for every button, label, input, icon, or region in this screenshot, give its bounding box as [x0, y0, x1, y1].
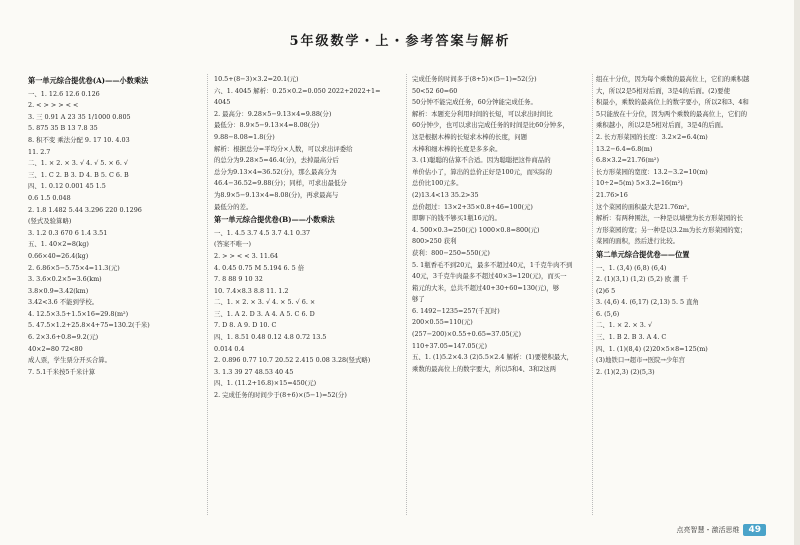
answer-line: 解析：本题充分利用时间的长短，可以求出时间比	[412, 109, 553, 118]
answer-line: 这是根据木棒的长短求木棒的长度，问题	[412, 132, 528, 141]
answer-line: 最低分：8.9×5−9.13×4=8.08(分)	[214, 121, 320, 130]
answer-line: 4. 0.45 0.75 M 5.194 6. 5 倍	[214, 263, 305, 272]
answer-line: 三、1. C 2. B 3. D 4. B 5. C 6. B	[28, 170, 129, 179]
page-number: 49	[743, 524, 766, 536]
answer-line: 46.4−36.52=9.88(分)；同样，可求出最低分	[214, 179, 347, 188]
answer-line: 3.8×0.9=3.42(km)	[28, 286, 89, 295]
answer-line: 单价估小了，算出的总价正好是100元，而实际的	[412, 167, 553, 176]
answer-line: 4. 12.5×3.5+1.5×16=29.8(m²)	[28, 309, 129, 318]
answer-line: 3. 1.2 0.3 670 6 1.4 3.51	[28, 228, 108, 237]
page-spine-shadow	[794, 0, 800, 545]
answer-line: 解析：有两种围法，一种是以墙壁为长方形菜园的长	[596, 214, 743, 223]
answer-line: 200×0.55=110(元)	[412, 318, 473, 327]
answer-line: 6.8×3.2=21.76(m²)	[596, 156, 659, 165]
answer-line: 5. 47.5×1.2+25.8×4+75=130.2(千米)	[28, 321, 150, 330]
answer-line: 一、1. 12.6 12.6 0.126	[28, 89, 100, 98]
page-title: 5年级数学・上・参考答案与解析	[289, 34, 511, 49]
answer-line: 2. > > < < 3. 11.64	[214, 251, 279, 260]
answer-line: 0.66×40=26.4(kg)	[28, 251, 89, 260]
answer-line: 7. D 8. A 9. D 10. C	[214, 321, 277, 330]
answer-line: 组在十分位，因为每个乘数的最高位上，它们的乘积越	[596, 75, 750, 83]
column-2	[214, 74, 404, 402]
column-divider	[592, 74, 593, 515]
answer-line: 11. 2.7	[28, 147, 51, 156]
answer-line: 2. 最高分：9.28×5−9.13×4=9.88(分)	[214, 109, 332, 118]
answer-line: 3. 3.6×0.2×5=3.6(km)	[28, 275, 102, 284]
answer-line: 成人票，学生票分开买合算。	[28, 356, 112, 365]
answer-line: 4. 500×0.3=250(元) 1000×0.8=800(元)	[412, 225, 540, 234]
answer-line: 5. 875 35 B 13 7.8 35	[28, 124, 98, 133]
answer-line: 总价比100元多。	[412, 179, 463, 188]
answer-line: 0.6 1.5 0.048	[28, 193, 71, 202]
section-heading: 第一单元综合提优卷(A)——小数乘法	[28, 76, 149, 85]
answer-line: (2)6 5	[596, 286, 616, 295]
answer-line: 8. 积不变 乘法分配 9. 17 10. 4.03	[28, 135, 130, 144]
answer-line: 四、1. 8.51 0.48 0.12 4.8 0.72 13.5	[214, 333, 327, 342]
column-1	[28, 74, 206, 378]
answer-line: 的总分为9.28×5=46.4(分)，去掉最高分后	[214, 156, 339, 165]
answer-line: 3. 三 0.91 A 23 35 1/1000 0.805	[28, 112, 131, 121]
answer-line: 木棒和细木棒的长度是多多余。	[412, 144, 502, 153]
answer-line: 乘数的最高位上的数字要大，所以5和4、3和2这两	[412, 364, 557, 373]
answer-line: 60分钟少，也可以求出完成任务的时间是比60分钟多，	[412, 121, 569, 130]
answer-line: 二、1. × 2. × 3. √ 4. √ 5. × 6. √	[28, 159, 128, 168]
answer-line: 六、1. 4045 解析：0.25×0.2=0.050 2022+2022+1=	[214, 86, 381, 95]
section-heading: 第一单元综合提优卷(B)——小数乘法	[214, 215, 335, 225]
answer-line: 50分钟不能完成任务，60分钟能完成任务。	[412, 98, 537, 107]
answer-line: 四、1. 0.12 0.001 45 1.5	[28, 182, 106, 191]
column-divider	[207, 74, 208, 515]
answer-line: 二、1. × 2. × 3. √	[596, 321, 653, 330]
answer-line: 2. 6.86×5−5.75×4=11.3(元)	[28, 263, 120, 272]
answer-line: 21.76>16	[596, 190, 628, 199]
answer-line: (257−200)×0.55+0.65=37.05(元)	[412, 330, 521, 339]
answer-line: 3. 1.3 39 27 48.53 40 45	[214, 367, 294, 376]
answer-line: 3. (1)聪聪的估算不合适。因为聪聪把这件商品的	[412, 156, 551, 165]
answer-line: 7. 5.1千米按5千米计算	[28, 367, 96, 376]
answer-line: 总价超过：13×2+35×0.8+46=100(元)	[412, 202, 533, 211]
answer-line: 40×2=80 72<80	[28, 344, 83, 353]
answer-line: 7. 8 88 9 10 32	[214, 275, 263, 284]
answer-line: 2. < > > > < <	[28, 101, 79, 110]
answer-line: 6. 2×3.6+0.8=9.2(元)	[28, 333, 99, 342]
answer-line: 2. (1)(2,3) (2)(5,3)	[596, 367, 655, 376]
answer-line: 菜园的面积，然后进行比较。	[596, 237, 680, 246]
answer-line: 五、1. (1)5.2×4.3 (2)5.5×2.4 解析：(1)要使积最大，	[412, 353, 574, 362]
answer-line: 2. 1.8 1.482 5.44 3.296 220 0.1296	[28, 205, 142, 214]
answer-line: 5只能放在十分位，因为两个乘数的最高位上，它们的	[596, 109, 748, 118]
answer-line: 40元，3千克牛肉最多不超过40×3=120(元)，而买一	[412, 272, 567, 281]
answer-line: 6. 1492−1235=257(千瓦时)	[412, 306, 500, 315]
answer-line: (3)地铁口→超市→医院→少年宫	[596, 356, 686, 365]
answer-line: 乘积越小，所以2是5相对后面，3是4的后面。	[596, 121, 728, 130]
answer-line: 6. (5,6)	[596, 309, 620, 318]
answer-line: 4045	[214, 98, 231, 107]
answer-line: 二、1. × 2. × 3. √ 4. × 5. √ 6. ×	[214, 298, 316, 307]
answer-line: 50<52 60=60	[412, 86, 458, 95]
answer-line: 三、1. A 2. D 3. A 4. A 5. C 6. D	[214, 309, 315, 318]
answer-line: 总分为9.13×4=36.52(分)，那么最高分为	[214, 167, 337, 176]
answer-line: 2. 0.896 0.77 10.7 20.52 2.415 0.08 3.28(竖式略)	[214, 356, 371, 365]
answer-line: 够了	[412, 295, 425, 304]
column-divider	[406, 74, 407, 515]
answer-line: 最低分的差。	[214, 202, 253, 211]
column-3	[412, 74, 594, 375]
answer-line: 13.2−6.4=6.8(m)	[596, 144, 653, 153]
answer-line: 大，所以2是5相对后面，3是4的后面。(2)要使	[596, 86, 730, 95]
answer-line: 一、1. 4.5 3.7 4.5 3.7 4.1 0.37	[214, 228, 311, 237]
answer-line: (2)13.4<13 35.2>35	[412, 190, 479, 199]
answer-line: 800>250 获利	[412, 237, 457, 246]
answer-line: 一、1. (3,4) (6,8) (6,4)	[596, 263, 667, 272]
answer-line: 获利：800−250=550(元)	[412, 248, 490, 257]
answer-line: 10÷2=5(m) 5×3.2=16(m²)	[596, 179, 683, 188]
answer-line: 0.014 0.4	[214, 344, 245, 353]
answer-line: 长方形菜园的宽度：13.2−3.2=10(m)	[596, 167, 708, 176]
answer-line: 9.88−8.08=1.8(分)	[214, 132, 275, 141]
answer-line: 四、1. (1)(8,4) (2)20×5×8=125(m)	[596, 344, 708, 353]
page-footer	[676, 524, 766, 536]
answer-line: 四、1. (11.2+16.8)×15=450(元)	[214, 379, 317, 388]
answer-line: 积最小，乘数的最高位上的数字要小，所以2和3、4和	[596, 98, 749, 107]
answer-line: 10. 7.4×8.3 8.8 11. 1.2	[214, 286, 289, 295]
answer-line: 五、1. 40×2=8(kg)	[28, 240, 89, 249]
answer-line: (答案不唯一)	[214, 240, 251, 249]
answer-line: 110+37.05=147.05(元)	[412, 341, 487, 350]
answer-line: 解析：根据总分=平均分×人数，可以求出评委给	[214, 144, 353, 153]
answer-line: 即聊下的钱不够买1瓶16元的。	[412, 214, 501, 223]
answer-line: 5. 1瓶香毛不到20元，最多不超过40元，1千克牛肉不到	[412, 260, 573, 269]
answer-line: 为8.9×5−9.13×4=8.08(分)，再求最高与	[214, 190, 339, 199]
answer-line: 箱元的大米，总共不超过40+30+60=130(元)，够	[412, 283, 560, 292]
answer-line: 三、1. B 2. B 3. A 4. C	[596, 333, 667, 342]
answer-line: 方形菜园的宽；另一种是以3.2m为长方形菜园的宽；	[596, 225, 747, 234]
answer-line: 2. 完成任务的时间少于(8+6)×(5−1)=52(分)	[214, 391, 347, 400]
answer-line: 3.42<3.6 不能到学校。	[28, 298, 99, 307]
column-4	[596, 74, 778, 378]
answer-line: 10.5+(8−3)×3.2=20.1(元)	[214, 75, 299, 83]
answer-line: (竖式及验算略)	[28, 217, 72, 226]
answer-line: 完成任务的时间多于(8+5)×(5−1)=52(分)	[412, 75, 537, 83]
answer-line: 2. (1)(3,1) (1,2) (5,2) 欧 潮 千	[596, 275, 688, 284]
answer-line: 3. (4,6) 4. (6,17) (2,13) 5. 5 直角	[596, 298, 699, 307]
footer-slogan: 点亮智慧・激活思维	[676, 526, 740, 534]
section-heading: 第二单元综合提优卷——位置	[596, 249, 690, 259]
answer-line: 这个菜园的面积最大是21.76m²。	[596, 202, 694, 211]
answer-line: 2. 长方形菜园的长度：3.2×2=6.4(m)	[596, 132, 708, 141]
